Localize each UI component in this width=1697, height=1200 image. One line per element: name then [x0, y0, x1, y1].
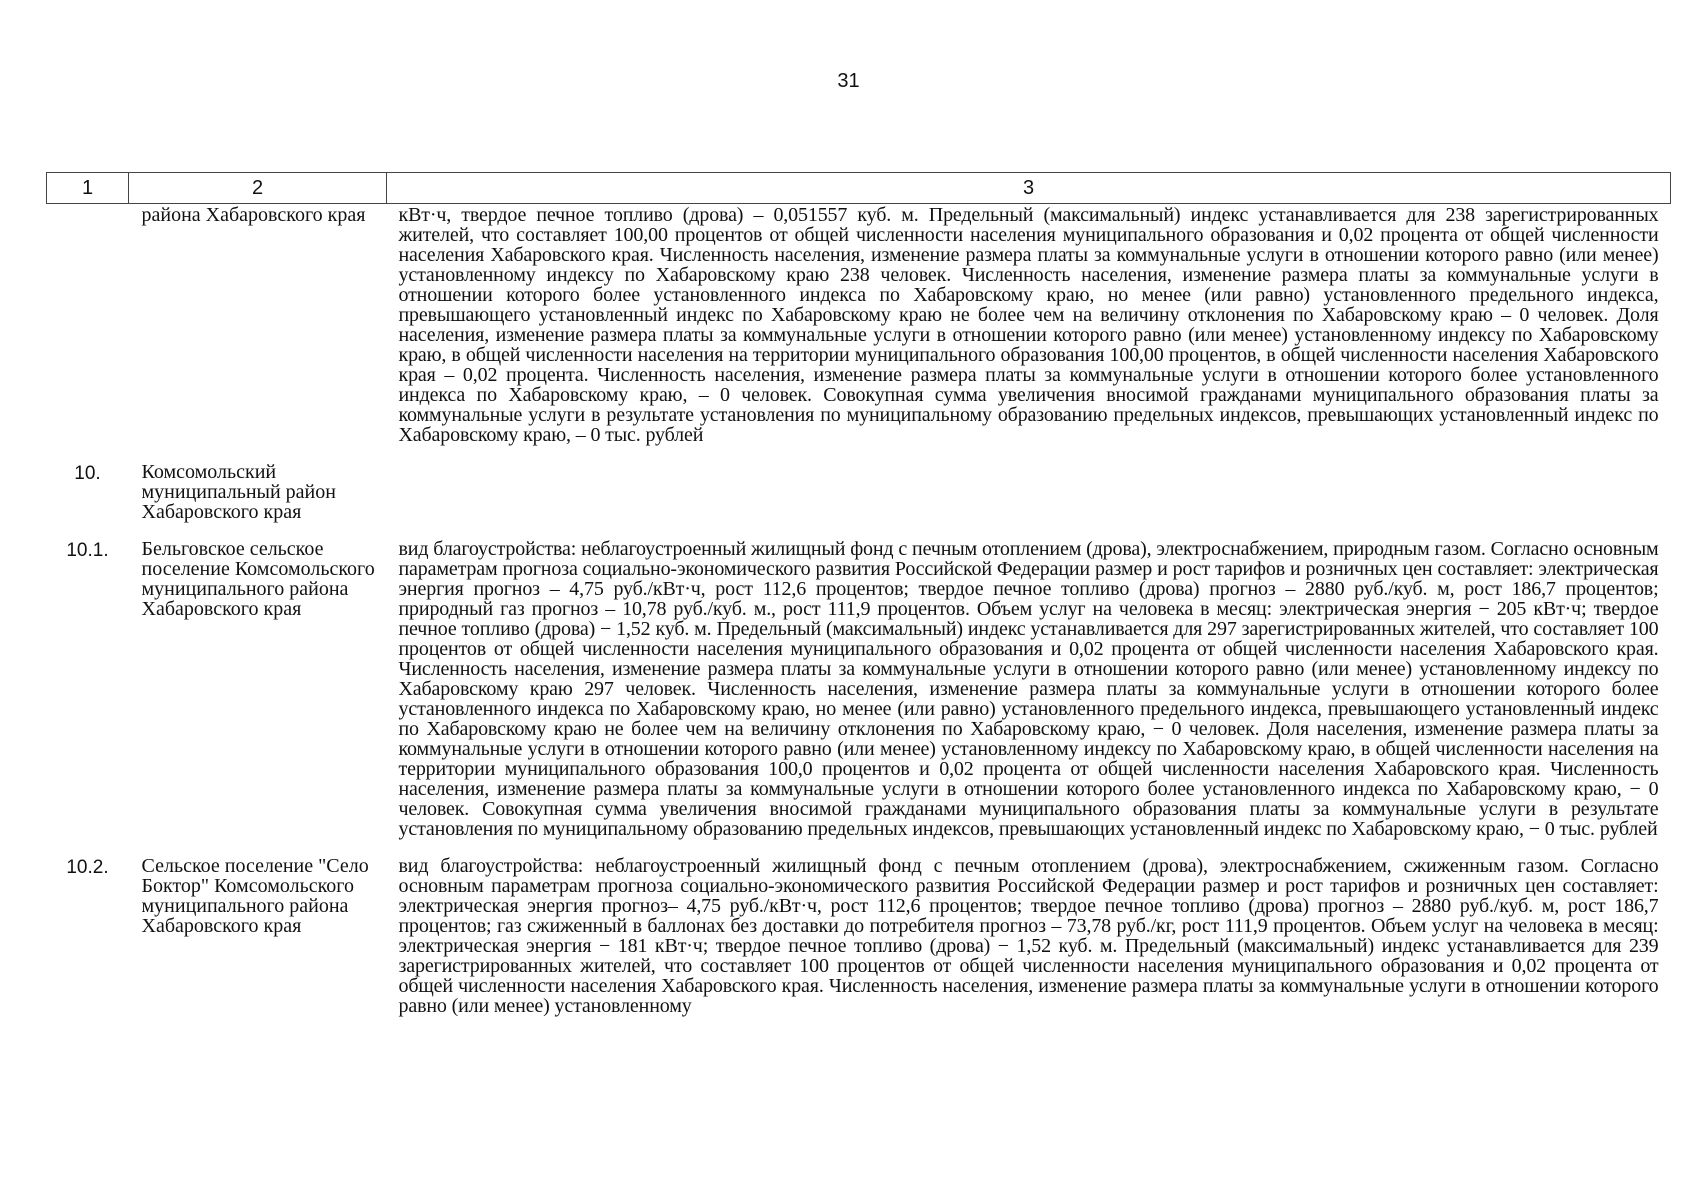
- row-number: [47, 204, 129, 463]
- row-municipality-name: района Хабаровского края: [141, 204, 366, 226]
- row-description: вид благоустройства: неблагоустроенный жилищный фонд с печным отоплением (дрова), электроснабжением, природным газом. Согласно основным параметрам прогноза социально-экономического развития Российской Федерации размер и рост тарифов и розничных цен составляет: электрическая энергия прогноз – 4,75 руб./кВт·ч, рост 112,6 процентов; твердое печное топливо (дрова) прогноз – 2880 руб./куб. м, рост 186,7 процентов; природный газ прогноз – 10,78 руб./куб. м., рост 111,9 процентов. Объем услуг на человека в месяц: электрическая энергия − 205 кВт·ч; твердое печное топливо (дрова) − 1,52 куб. м. Предельный (максимальный) индекс устанавливается для 297 зарегистрированных жителей, что составляет 100 процентов от общей численности населения муниципального образования и 0,02 процента от общей численности населения Хабаровского края. Численность населения, изменение размера платы за коммунальные услуги в отношении которого равно (или менее) установленному индексу по Хабаровскому краю 297 человек. Численность населения, изменение размера платы за коммунальные услуги в отношении которого более установленного индекса по Хабаровскому краю, но менее (или равно) установленного предельного индекса, превышающего установленный индекс по Хабаровскому краю не более чем на величину отклонения по Хабаровскому краю, − 0 человек. Доля населения, изменение размера платы за коммунальные услуги в отношении которого равно (или менее) установленному индексу по Хабаровскому краю, в общей численности населения на территории муниципального образования 100,0 процентов и 0,02 процента от общей численности населения Хабаровского края. Численность населения, изменение размера платы за коммунальные услуги в отношении которого более установленного индекса по Хабаровскому краю, − 0 человек. Совокупная сумма увеличения вносимой гражданами муниципального образования платы за коммунальные услуги в результате установления по муниципальному образованию предельных индексов, превышающих установленный индекс по Хабаровскому краю, − 0 тыс. рублей: [398, 538, 1659, 840]
- main-table: [46, 172, 1671, 1033]
- row-number: 10.1.: [66, 540, 109, 561]
- table-row: [47, 462, 1671, 539]
- row-municipality-name: Бельговское сельское поселение Комсомольского муниципального района Хабаровского края: [141, 538, 375, 620]
- table-row: [47, 856, 1671, 1033]
- row-municipality-name: Комсомольский муниципальный район Хабаровского края: [141, 461, 336, 523]
- row-number: 10.: [74, 463, 101, 484]
- row-description: [387, 462, 1671, 539]
- row-description: вид благоустройства: неблагоустроенный жилищный фонд с печным отоплением (дрова), электроснабжением, сжиженным газом. Согласно основным параметрам прогноза социально-экономического развития Российской Федерации размер и рост тарифов и розничных цен составляет: электрическая энергия прогноз– 4,75 руб./кВт·ч, рост 112,6 процентов; твердое печное топливо (дрова) прогноз – 2880 руб./куб. м, рост 186,7 процентов; газ сжиженный в баллонах без доставки до потребителя прогноз – 73,78 руб./кг, рост 111,9 процентов. Объем услуг на человека в месяц: электрическая энергия − 181 кВт·ч; твердое печное топливо (дрова) − 1,52 куб. м. Предельный (максимальный) индекс устанавливается для 239 зарегистрированных жителей, что составляет 100 процентов от общей численности населения муниципального образования и 0,02 процента от общей численности населения Хабаровского края. Численность населения, изменение размера платы за коммунальные услуги в отношении которого равно (или менее) установленному: [398, 855, 1659, 1017]
- row-description: кВт·ч, твердое печное топливо (дрова) – 0,051557 куб. м. Предельный (максимальный) индекс устанавливается для 238 зарегистрированных жителей, что составляет 100,00 процентов от общей численности населения муниципального образования и 0,02 процента от общей численности населения Хабаровского края. Численность населения, изменение размера платы за коммунальные услуги в отношении которого равно (или менее) установленному индексу по Хабаровскому краю 238 человек. Численность населения, изменение размера платы за коммунальные услуги в отношении которого более установленного индекса по Хабаровскому краю, но менее (или равно) установленного предельного индекса, превышающего установленный индекс по Хабаровскому краю не более чем на величину отклонения по Хабаровскому краю – 0 человек. Доля населения, изменение размера платы за коммунальные услуги в отношении которого равно (или менее) установленному индексу по Хабаровскому краю, в общей численности населения на территории муниципального образования 100,00 процентов, в общей численности населения Хабаровского края – 0,02 процента. Численность населения, изменение размера платы за коммунальные услуги в отношении которого более установленного индекса по Хабаровскому краю, – 0 человек. Совокупная сумма увеличения вносимой гражданами муниципального образования платы за коммунальные услуги в результате установления по муниципальному образованию предельных индексов, превышающих установленный индекс по Хабаровскому краю, – 0 тыс. рублей: [398, 204, 1659, 446]
- column-header-name: 2: [129, 173, 387, 204]
- table-header-row: [47, 173, 1671, 204]
- column-header-number: 1: [47, 173, 129, 204]
- row-municipality-name: Сельское поселение "Село Боктор" Комсомольского муниципального района Хабаровского края: [141, 855, 369, 937]
- row-number: 10.2.: [66, 857, 109, 878]
- table-row: [47, 204, 1671, 463]
- column-header-description: 3: [387, 173, 1671, 204]
- table-row: [47, 539, 1671, 856]
- page-number: 31: [837, 70, 860, 92]
